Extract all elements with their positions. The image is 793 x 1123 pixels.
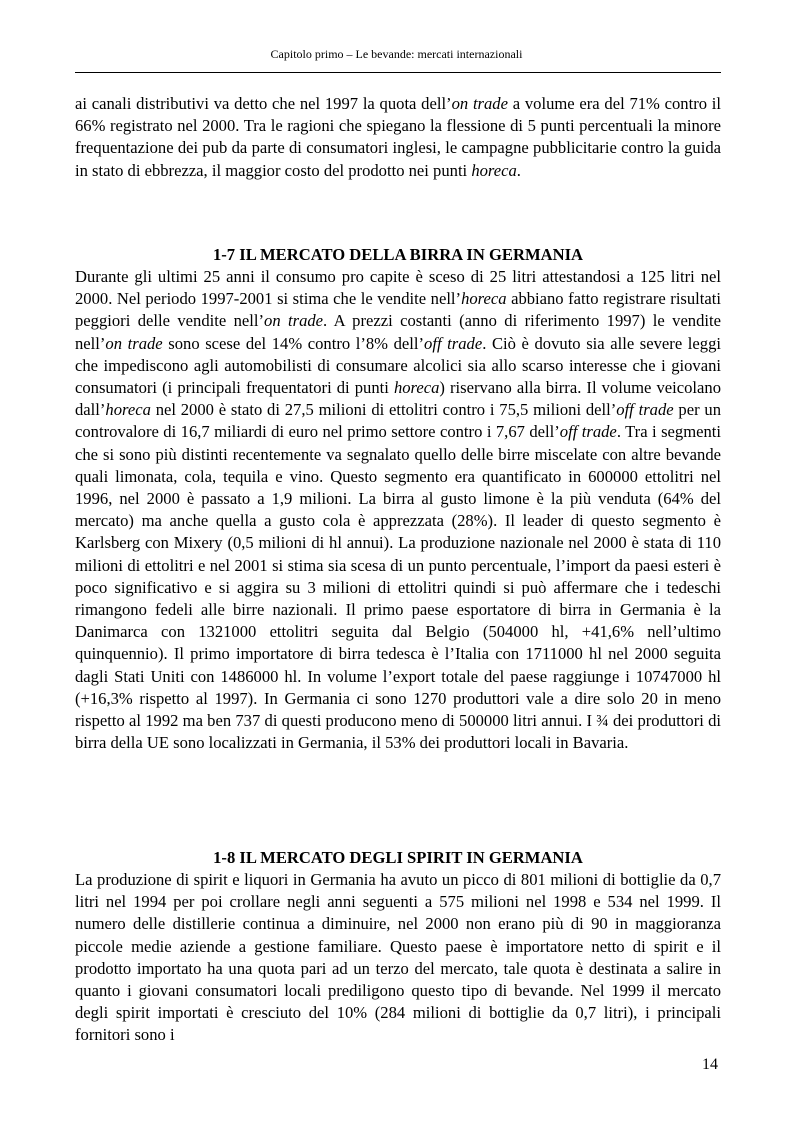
birra-italic-3: on trade — [105, 333, 163, 353]
intro-text-3: . — [516, 160, 521, 180]
intro-italic-2: horeca — [471, 160, 517, 180]
birra-text-1: Durante gli ultimi 25 anni il consumo pro capite è sceso di 25 litri attestandosi a 125 litri nel 2000. Nel periodo 1997-2001 si stima che le vendite nell’ — [75, 267, 721, 309]
intro-paragraph — [75, 93, 721, 182]
birra-italic-6: horeca — [105, 400, 151, 420]
birra-text-7: nel 2000 è stato di 27,5 milioni di ettolitri contro i 75,5 milioni dell’ — [150, 400, 617, 420]
birra-italic-5: horeca — [393, 378, 440, 398]
section-spirit-paragraph: La produzione di spirit e liquori in Germania ha avuto un picco di 801 milioni di bottiglie da 0,7 litri nel 1994 per poi crollare negli anni seguenti a 575 milioni nel 1998 e 534 nel 1999. Il numero delle distillerie continua a diminuire, nel 2000 non erano più di 90 in maggioranza piccole medie aziende a gestione familiare. Questo paese è importatore netto di spirit e il prodotto importato ha una quota pari ad un terzo del mercato, tale quota è destinata a salire in quanto i giovani consumatori locali prediligono questo tipo di bevande. Nel 1999 il mercato degli spirit importati è cresciuto del 10% (284 milioni di bottiglie da 0,7 litri), i principali fornitori sono i — [75, 870, 721, 1045]
birra-italic-1: horeca — [461, 289, 507, 309]
birra-italic-8: off trade — [559, 422, 617, 442]
section-spirit — [75, 847, 721, 1047]
intro-italic-1: on trade — [451, 94, 508, 113]
section-birra — [75, 244, 721, 754]
intro-text-1: ai canali distributivi va detto che nel 1997 la quota dell’ — [75, 94, 452, 113]
birra-italic-4: off trade — [424, 333, 483, 353]
page-number: 14 — [702, 1056, 718, 1073]
birra-text-3: . A prezzi costanti (anno di riferimento 1997) le vendite nell’ — [75, 311, 721, 353]
birra-text-4: sono scese del 14% contro l’8% dell’ — [162, 333, 425, 353]
birra-italic-2: on trade — [264, 311, 324, 331]
header-rule — [75, 72, 721, 73]
birra-text-6: ) riservano alla birra. Il volume veicolano dall’ — [75, 378, 722, 420]
intro-text-2: a volume era del 71% contro il 66% registrato nel 2000. Tra le ragioni che spiegano la flessione di 5 punti percentuali la minore frequentazione dei pub da parte di consumatori inglesi, le campagne pubblicitarie contro la guida in stato di ebbrezza, il maggior costo del prodotto nei punti — [75, 94, 721, 180]
section-birra-title: 1-7 IL MERCATO DELLA BIRRA IN GERMANIA — [212, 245, 584, 264]
intro-block — [75, 93, 721, 182]
section-spirit-title: 1-8 IL MERCATO DEGLI SPIRIT IN GERMANIA — [213, 848, 583, 867]
section-birra-paragraph — [75, 266, 721, 754]
birra-text-8: per un controvalore di 16,7 miliardi di euro nel primo settore contro i 7,67 dell’ — [75, 400, 721, 442]
birra-text-9: . Tra i segmenti che si sono più distinti recentemente va segnalato quello delle birre miscelate con altre bevande quali limonata, cola, tequila e vino. Questo segmento era quantificato in 600000 ettolitri nel 1996, nel 2000 è passato a 1,9 milioni. La birra al gusto limone è la più venduta (64% del mercato) ma anche quella a gusto cola è apprezzata (28%). Il leader di questo segmento è Karlsberg con Mixery (0,5 milioni di hl annui). La produzione nazionale nel 2000 è stata di 110 milioni di ettolitri e nel 2001 si stima sia scesa di un punto percentuale, l’import da paesi esteri è poco significativo e si aggira su 3 milioni di ettolitri quindi si può affermare che i tedeschi rimangono fedeli alle birre nazionali. Il primo paese esportatore di birra in Germania è la Danimarca con 1321000 ettolitri seguita dal Belgio (504000 hl, +41,6% nell’ultimo quinquennio). Il primo importatore di birra tedesca è l’Italia con 1711000 hl nel 2000 seguita dagli Stati Uniti con 1486000 hl. In volume l’export totale del paese raggiunge i 10747000 hl (+16,3% rispetto al 1997). In Germania ci sono 1270 produttori vale a dire solo 20 in meno rispetto al 1992 ma ben 737 di questi producono meno di 500000 litri annui. I ¾ dei produttori di birra della UE sono localizzati in Germania, il 53% dei produttori locali in Bavaria. — [75, 422, 721, 753]
birra-italic-7: off trade — [616, 400, 674, 420]
running-head: Capitolo primo – Le bevande: mercati internazionali — [270, 47, 523, 61]
birra-text-5: . Ciò è dovuto sia alle severe leggi che impediscono agli automobilisti di consumare alcolici sia allo scarso interesse che i giovani consumatori (i principali frequentatori di punti — [75, 333, 721, 398]
birra-text-2: abbiano fatto registrare risultati peggiori delle vendite nell’ — [75, 289, 721, 331]
